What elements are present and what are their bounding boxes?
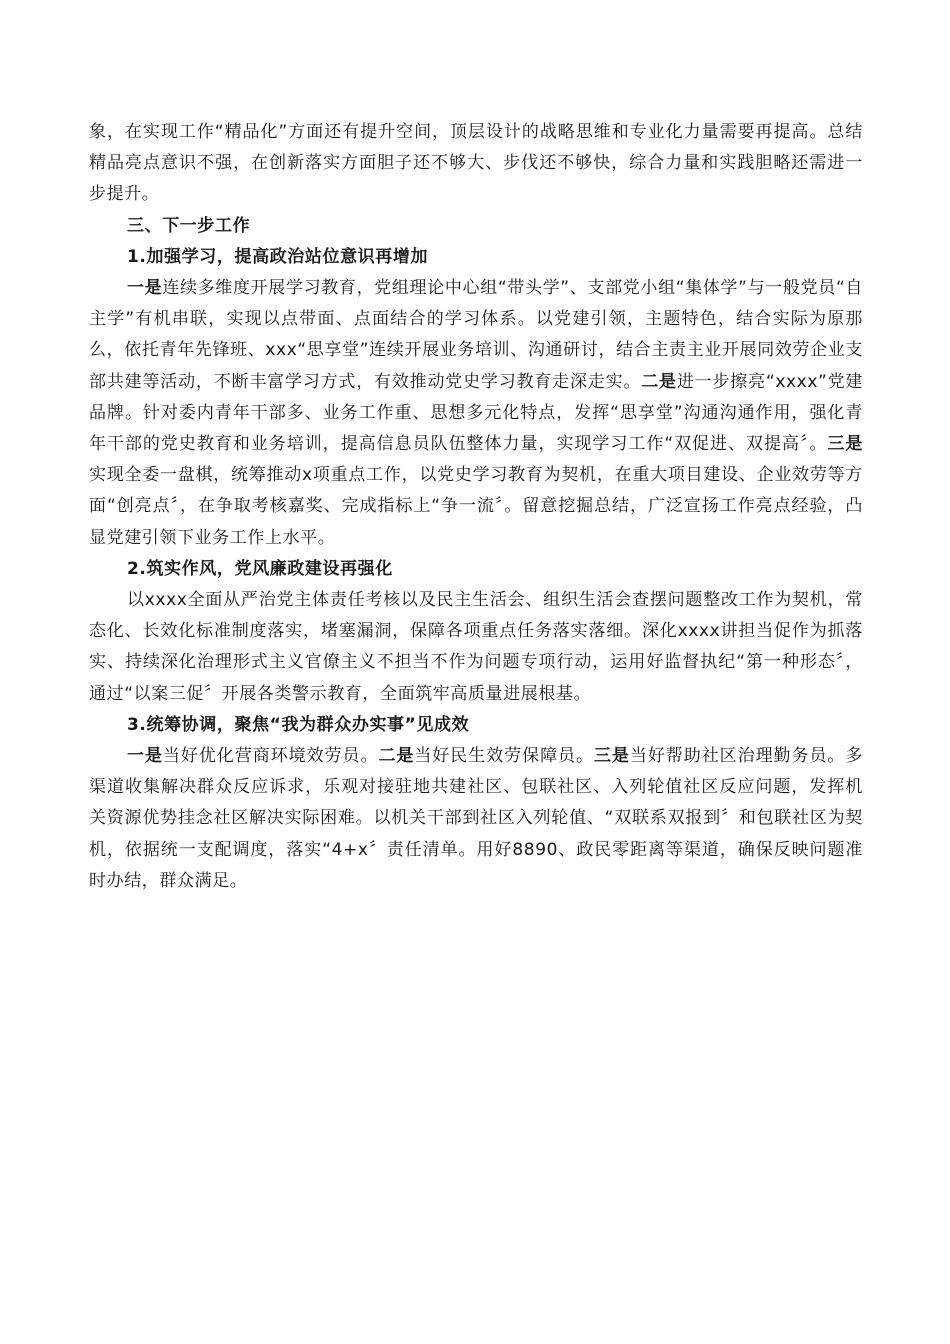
- lead-term-first: 一是: [127, 278, 163, 299]
- subheading-coordination: 3.统筹协调，聚焦“我为群众办实事”见成效: [127, 714, 470, 735]
- paragraph-text: 当好优化营商环境效劳员。: [162, 746, 379, 767]
- paragraph-text: 当好民生效劳保障员。: [414, 746, 594, 767]
- body-paragraph-coordination: [89, 741, 863, 897]
- lead-term-third: 三是: [827, 434, 864, 455]
- lead-term-third: 三是: [593, 746, 630, 767]
- lead-term-second: 二是: [641, 371, 677, 392]
- subheading-strengthen-learning: 1.加强学习，提高政治站位意识再增加: [127, 246, 429, 267]
- body-paragraph-continuation: 象，在实现工作“精品化”方面还有提升空间，顶层设计的战略思维和专业化力量需要再提高。总结精品亮点意识不强，在创新落实方面胆子还不够大、步伐还不够快，综合力量和实践胆略还需进一步提升。: [89, 122, 863, 205]
- paragraph-text: 实现全委一盘棋，统筹推动x项重点工作，以党史学习教育为契机，在重大项目建设、企业效劳等方面“创亮点〞，在争取考核嘉奖、完成指标上“争一流〞。留意挖掘总结，广泛宣扬工作亮点经验，凸显党建引领下业务工作上水平。: [89, 465, 863, 548]
- paragraph-text: 连续多维度开展学习教育，党组理论中心组“带头学”、支部党小组“集体学”与一般党员“自主学”有机串联，实现以点带面、点面结合的学习体系。以党建引领，主题特色，结合实际为原那么，依托青年先锋班、xxx“思享堂”连续开展业务培训、沟通研讨，结合主责主业开展同效劳企业支部共建等活动，不断丰富学习方式，有效推动党史学习教育走深走实。: [89, 278, 864, 392]
- subheading-work-style: 2.筑实作风，党风廉政建设再强化: [127, 558, 393, 579]
- body-paragraph-learning: [89, 273, 863, 554]
- lead-term-first: 一是: [127, 746, 163, 767]
- section-heading-next-steps: 三、下一步工作: [127, 215, 251, 236]
- lead-term-second: 二是: [378, 746, 415, 767]
- paragraph-text: 当好帮助社区治理勤务员。多渠道收集解决群众反应诉求，乐观对接驻地共建社区、包联社区、入列轮值社区反应问题，发挥机关资源优势挂念社区解决实际困难。以机关干部到社区入列轮值、“双联系双报到〞和包联社区为契机，依据统一支配调度，落实“4+x〞责任清单。用好8890、政民零距离等渠道，确保反映问题准时办结，群众满足。: [89, 746, 863, 891]
- body-paragraph-work-style: 以xxxx全面从严治党主体责任考核以及民主生活会、组织生活会查摆问题整改工作为契机，常态化、长效化标准制度落实，堵塞漏洞，保障各项重点任务落实落细。深化xxxx讲担当促作为抓落实、持续深化治理形式主义官僚主义不担当不作为问题专项行动，运用好监督执纪“第一种形态〞，通过“以案三促〞开展各类警示教育，全面筑牢高质量进展根基。: [89, 590, 863, 704]
- document-page: [89, 117, 863, 897]
- paragraph-text: 进一步擦亮“xxxx”党建品牌。针对委内青年干部多、业务工作重、思想多元化特点，发挥“思享堂”沟通沟通作用，强化青年干部的党史教育和业务培训，提高信息员队伍整体力量，实现学习工作“双促进、双提高〞。: [89, 371, 864, 455]
